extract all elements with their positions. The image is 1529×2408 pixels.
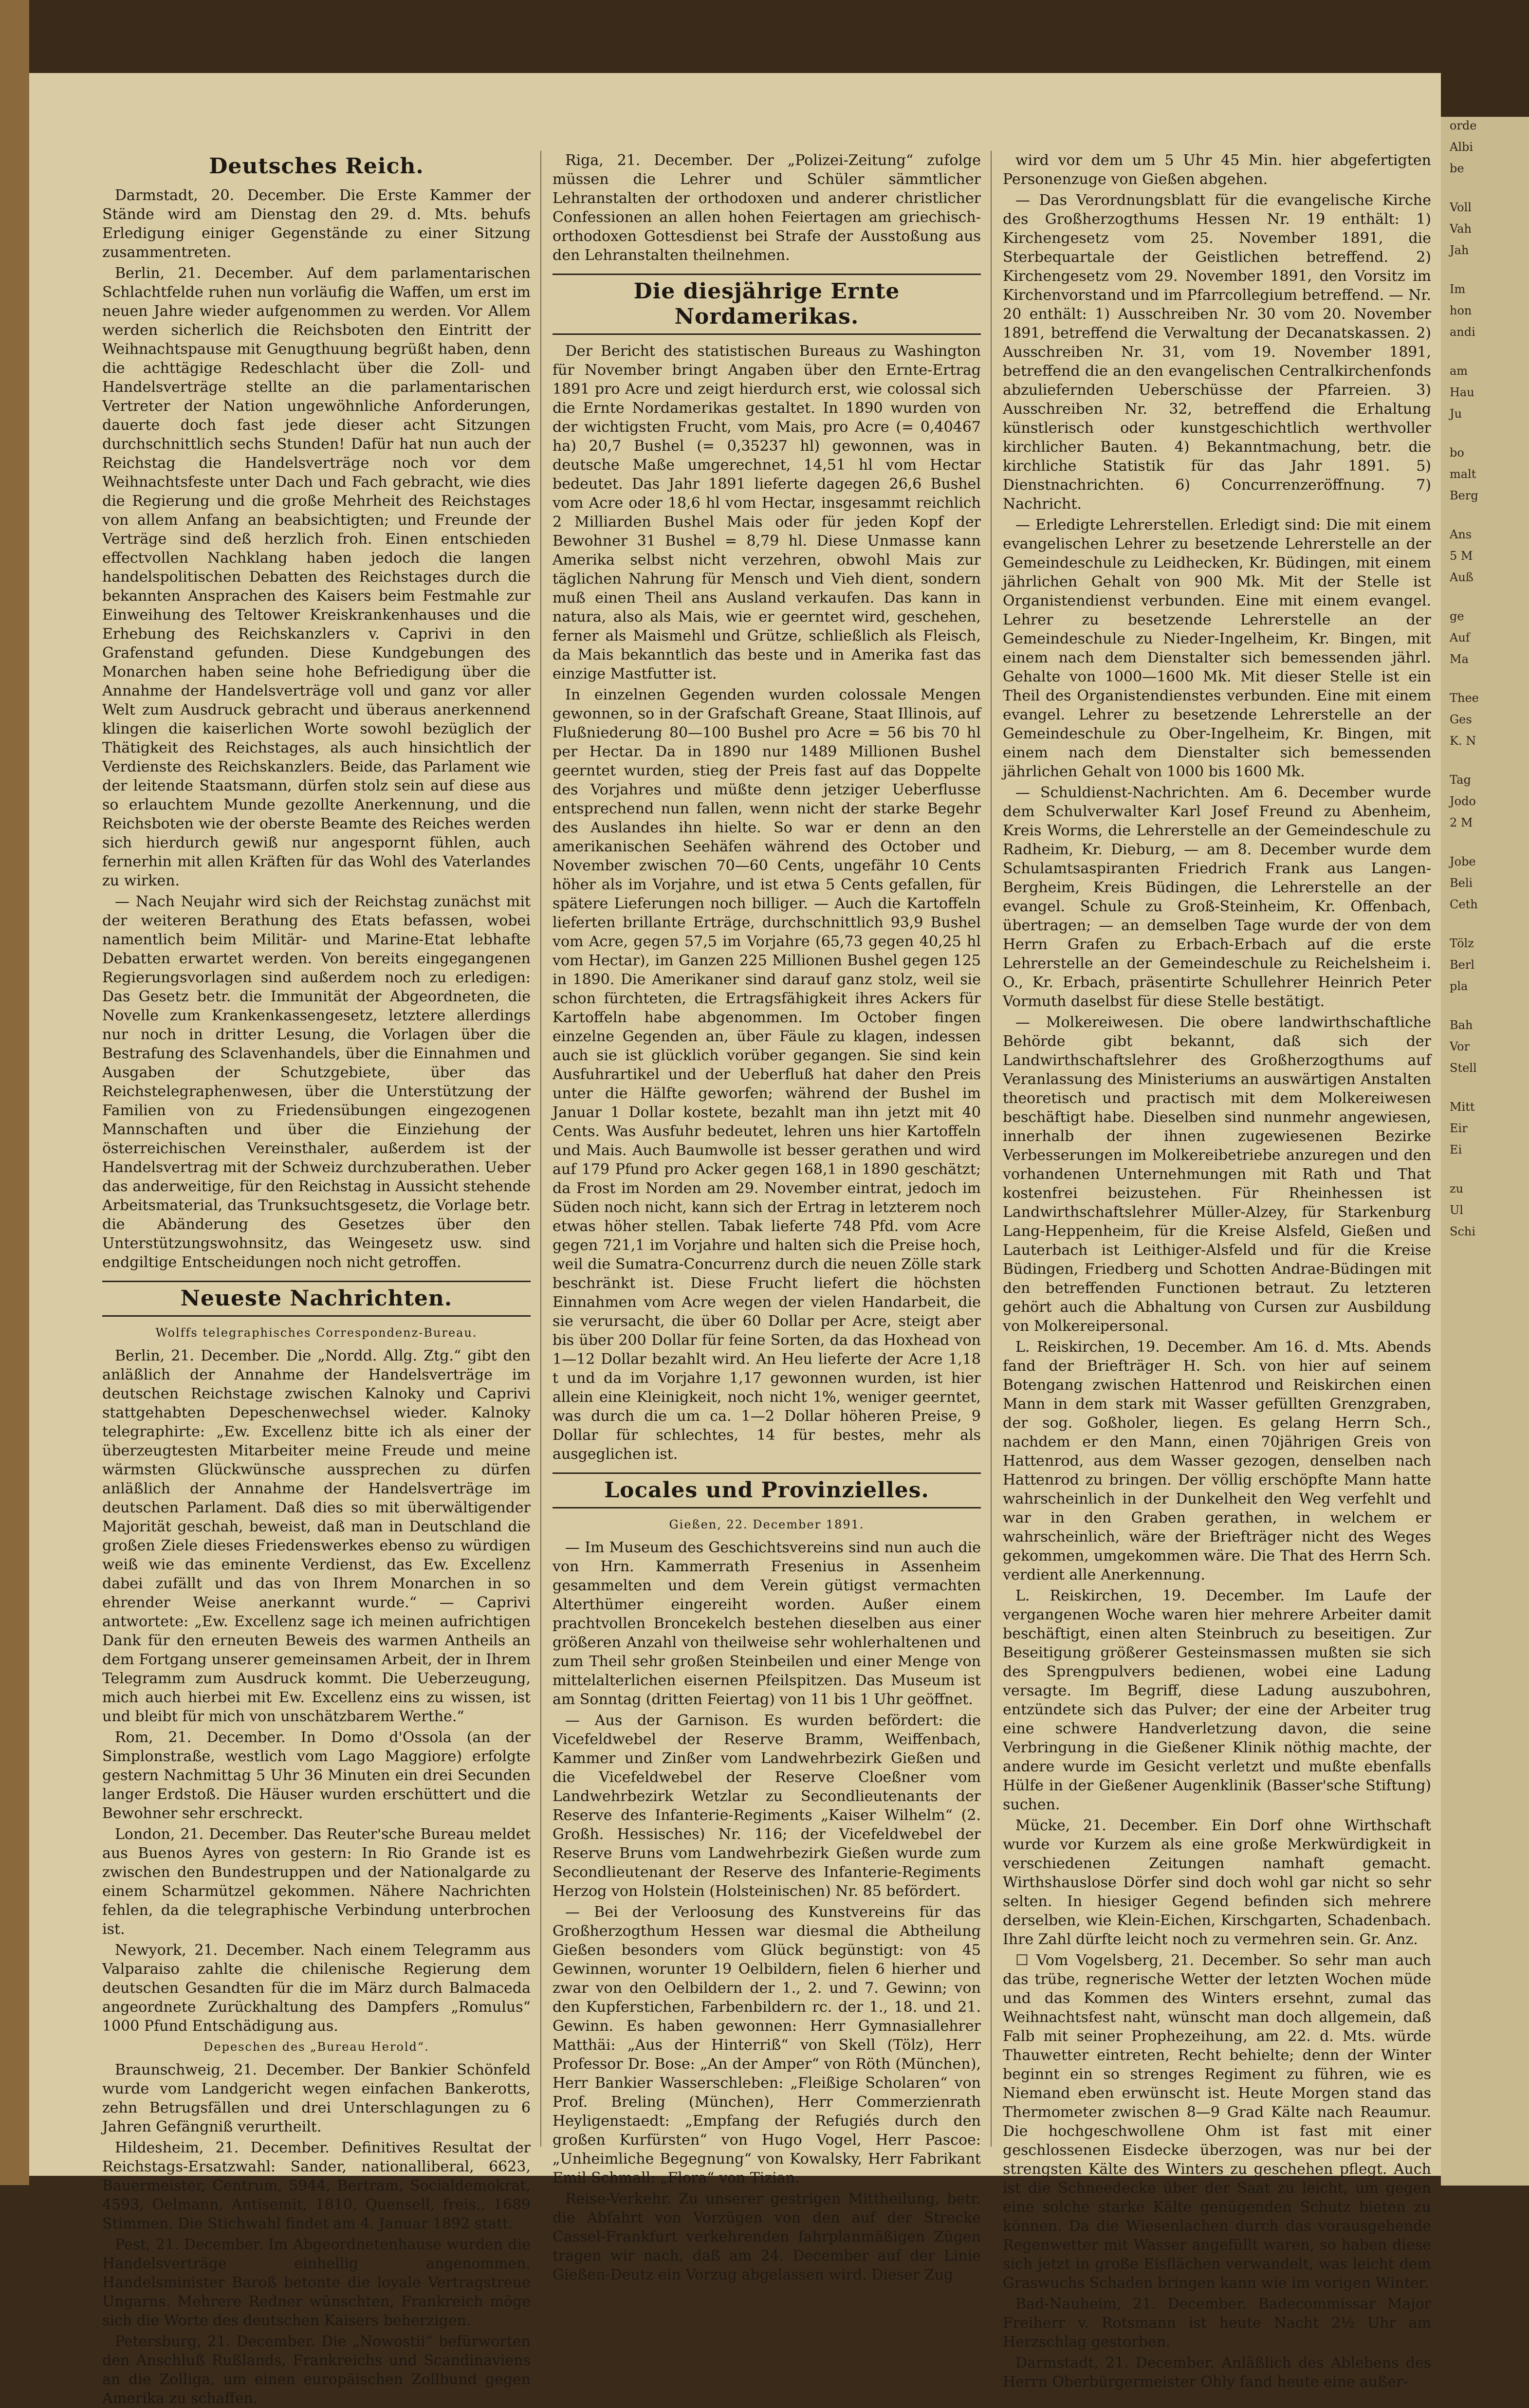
adjacent-page-fragment: Ma — [1450, 652, 1469, 666]
adjacent-page-fragment: bo — [1450, 446, 1464, 460]
adjacent-page-fragment: am — [1450, 364, 1468, 378]
adjacent-page-fragment: be — [1450, 162, 1464, 175]
article-reiseverkehr: Reise-Verkehr. Zu unserer gestrigen Mittheilung, betr. die Abfahrt von Vorzügen von den auf der Strecke Cassel-Frankfurt verkehrenden fahrplanmäßigen Zügen tragen wir nach, daß am 24. December auf der Linie Gießen-Deutz ein Vorzug abgelassen wird. Dieser Zug — [553, 2190, 981, 2283]
adjacent-page-fragment: pla — [1450, 979, 1468, 993]
adjacent-page-fragment: Bah — [1450, 1018, 1473, 1032]
column-divider — [540, 151, 541, 2147]
adjacent-page-fragment: Tag — [1450, 773, 1471, 787]
adjacent-page-fragment: 2 M — [1450, 816, 1473, 829]
article-london: London, 21. December. Das Reuter'sche Bureau meldet aus Buenos Ayres von gestern: In Rio Grande ist es zwischen den Bundestruppen und der Nationalgarde zu einem Scharmützel gekommen. Nähere Nachrichten fehlen, da die telegraphische Verbindung unterbrochen ist. — [102, 1826, 531, 1938]
article-ernte-1: Der Bericht des statistischen Bureaus zu Washington für November bringt Angaben über den Ernte-Ertrag 1891 pro Acre und zeigt hierdurch erst, wie colossal sich die Ernte Nordamerikas gestaltet. In 1890 wurden von der wichtigsten Frucht, vom Mais, pro Acre (= 0,40467 ha) 20,7 Bushel (= 0,35237 hl) gewonnen, was in deutsche Maße umgerechnet, 14,51 hl vom Hectar bedeutet. Das Jahr 1891 lieferte dagegen 26,6 Bushel vom Acre oder 18,6 hl vom Hectar, insgesammt reichlich 2 Milliarden Bushel Mais oder für jeden Kopf der Bewohner 31 Bushel = 8,79 hl. Diese Unmasse kann Amerika selbst nicht verzehren, obwohl Mais zur täglichen Nahrung für Mensch und Vieh dient, sondern muß einen Theil ans Ausland verkaufen. Das kann in natura, also als Mais, wie er geerntet wird, geschehen, ferner als Maismehl und Grütze, schließlich als Fleisch, da Mais bekanntlich das beste und in Amerika fast das einzige Mastfutter ist. — [553, 343, 981, 682]
adjacent-page-fragment: Berg — [1450, 489, 1478, 502]
adjacent-page-fragment: malt — [1450, 467, 1476, 481]
article-muecke: Mücke, 21. December. Ein Dorf ohne Wirthschaft wurde vor Kurzem als eine große Merkwürdigkeit in verschiedenen Zeitungen namhaft gemacht. Wirthshauslose Dörfer sind doch wohl gar nicht so sehr selten. In hiesiger Gegend befinden sich mehrere derselben, wie Klein-Eichen, Kirschgarten, Schadenbach. Ihre Zahl dürfte leicht noch zu vermehren sein. Gr. Anz. — [1003, 1817, 1431, 1948]
section-heading-locales: Locales und Provinzielles. — [553, 1472, 981, 1508]
article-darmstadt-2: Darmstadt, 21. December. Anläßlich des Ablebens des Herrn Oberbürgermeister Ohly fand heute eine außer- — [1003, 2354, 1431, 2390]
column-left — [102, 151, 531, 2407]
adjacent-page-fragment: Ceth — [1450, 898, 1478, 911]
section-heading-neueste-nachrichten: Neueste Nachrichten. — [102, 1281, 531, 1317]
article-darmstadt: Darmstadt, 20. December. Die Erste Kammer der Stände wird am Dienstag den 29. d. Mts. behufs Erledigung einiger Gegenstände zu einer Sitzung zusammentreten. — [102, 187, 531, 261]
article-verordnungsblatt: — Das Verordnungsblatt für die evangelische Kirche des Großherzogthums Hessen Nr. 19 enthält: 1) Kirchengesetz vom 25. November 1891, die Sterbequartale der Geistlichen betreffend. 2) Kirchengesetz vom 29. November 1891, den Vorsitz im Kirchenvorstand und im Pfarrcollegium betreffend. — Nr. 20 enthält: 1) Ausschreiben Nr. 30 vom 20. November 1891, betreffend die Verwaltung der Decanatskassen. 2) Ausschreiben Nr. 31, vom 19. November 1891, betreffend die an den evangelischen Centralkirchenfonds abzuliefernden Ueberschüsse der Pfarreien. 3) Ausschreiben Nr. 32, betreffend die Erhaltung künstlerisch oder kunstgeschichtlich werthvoller kirchlicher Bauten. 4) Bekanntmachung, betr. die kirchliche Statistik für das Jahr 1891. 5) Dienstnachrichten. 6) Concurrenzeröffnung. 7) Nachricht. — [1003, 192, 1431, 513]
article-braunschweig: Braunschweig, 21. December. Der Bankier Schönfeld wurde vom Landgericht wegen einfachen Bankerotts, zehn Betrugsfällen und drei Unterschlagungen zu 6 Jahren Gefängniß verurtheilt. — [102, 2061, 531, 2135]
adjacent-page-fragment: Jah — [1450, 243, 1469, 257]
adjacent-page-fragment: Beli — [1450, 876, 1473, 890]
dateline-giessen: Gießen, 22. December 1891. — [669, 1518, 865, 1531]
adjacent-page-fragment: orde — [1450, 119, 1477, 132]
adjacent-page-fragment: ge — [1450, 609, 1464, 623]
section-heading-ernte: Die diesjährige Ernte Nordamerikas. — [553, 274, 981, 335]
adjacent-page-fragment: Jobe — [1450, 855, 1476, 868]
article-reichstag: — Nach Neujahr wird sich der Reichstag zunächst mit der weiteren Berathung des Etats befassen, wobei namentlich beim Militär- und Marine-Etat lebhafte Debatten erwartet werden. Von bereits eingegangenen Regierungsvorlagen sind außerdem noch zu erledigen: Das Gesetz betr. die Immunität der Abgeordneten, die Novelle zum Krankenkassengesetz, letztere allerdings nur noch in dritter Lesung, die Vorlagen über die Bestrafung des Sclavenhandels, über die Einnahmen und Ausgaben der Schutzgebiete, über das Reichstelegraphenwesen, über die Unterstützung der Familien von zu Friedensübungen eingezogenen Mannschaften und über die Einziehung der österreichischen Vereinsthaler, außerdem ist der Handelsvertrag mit der Schweiz durchzuberathen. Ueber das anderweitige, für den Reichstag in Aussicht stehende Arbeitsmaterial, das Trunksuchtsgesetz, die Vorlage betr. die Abänderung des Gesetzes über den Unterstützungswohnsitz, das Weingesetz usw. sind endgiltige Entscheidungen noch nicht getroffen. — [102, 893, 531, 1271]
article-museum: — Im Museum des Geschichtsvereins sind nun auch die von Hrn. Kammerrath Fresenius in Assenheim gesammelten und dem Verein gütigst vermachten Alterthümer eingereiht worden. Außer einem prachtvollen Broncekelch bestehen dieselben aus einer größeren Anzahl von theilweise sehr wohlerhaltenen und zum Theil sehr großen Steinbeilen und einer Menge von mittelalterlichen eisernen Pfeilspitzen. Das Museum ist am Sonntag (dritten Feiertag) von 11 bis 1 Uhr geöffnet. — [553, 1539, 981, 1708]
adjacent-page-fragment: Ju — [1450, 407, 1462, 421]
article-berlin-depeschen: Berlin, 21. December. Die „Nordd. Allg. Ztg.“ gibt den anläßlich der Annahme der Handelsverträge im deutschen Reichstage zwischen Kalnoky und Caprivi stattgehabten Depeschenwechsel wieder. Kalnoky telegraphirte: „Ew. Excellenz bitte ich als einer der überzeugtesten Mitarbeiter meine Freude und meine wärmsten Glückwünsche aussprechen zu dürfen anläßlich der Annahme der Handelsverträge im deutschen Parlament. Daß dies so mit überwältigender Majorität geschah, beweist, daß man in Deutschland die großen Ziele dieses Friedenswerkes ebenso zu würdigen weiß wie das eminente Verdienst, das Ew. Excellenz dabei zufällt und das von Ihrem Monarchen in so ehrender Weise anerkannt wurde.“ — Caprivi antwortete: „Ew. Excellenz sage ich meinen aufrichtigen Dank für den erneuten Beweis des warmen Antheils an dem Fortgang unserer gemeinsamen Arbeit, der in Ihrem Telegramm zum Ausdruck kommt. Die Ueberzeugung, mich auch hierbei mit Ew. Excellenz eins zu wissen, ist und bleibt für mich von unschätzbarem Werthe.“ — [102, 1347, 531, 1725]
adjacent-page-fragment: andi — [1450, 325, 1475, 339]
adjacent-page-fragment: Tölz — [1450, 937, 1474, 950]
adjacent-page-fragment: Vor — [1450, 1040, 1470, 1053]
book-binding-edge — [0, 0, 29, 2185]
article-riga: Riga, 21. December. Der „Polizei-Zeitung“ zufolge müssen die Lehrer und Schüler sämmtlicher Lehranstalten der orthodoxen und anderer christlicher Confessionen an allen hohen Feiertagen am griechisch-orthodoxen Gottesdienst bei Strafe der Ausstoßung aus den Lehranstalten theilnehmen. — [553, 152, 981, 264]
adjacent-page-fragment: Ei — [1450, 1143, 1462, 1157]
article-molkereiwesen: — Molkereiwesen. Die obere landwirthschaftliche Behörde gibt bekannt, daß sich der Landwirthschaftslehrer des Großherzogthums auf Veranlassung des Ministeriums an auswärtigen Anstalten theoretisch und practisch mit dem Molkereiwesen beschäftigt habe. Dieselben sind nunmehr angewiesen, innerhalb der ihnen zugewiesenen Bezirke Verbesserungen im Molkereibetriebe anzuregen und den vorhandenen Unternehmungen mit Rath und That kostenfrei beizustehen. Für Rheinhessen ist Landwirthschaftslehrer Müller-Alzey, für Starkenburg Lang-Heppenheim, für die Kreise Alsfeld, Gießen und Lauterbach ist Leithiger-Alsfeld und für die Kreise Büdingen, Friedberg und Schotten Andrae-Büdingen mit den betreffenden Functionen betraut. Zu letzteren gehört auch die Abhaltung von Cursen zur Ausbildung von Molkereipersonal. — [1003, 1014, 1431, 1335]
article-pest: Pest, 21. December. Im Abgeordnetenhause wurden die Handelsverträge einhellig angenommen. Handelsminister Baroß betonte die loyale Vertragstreue Ungarns. Mehrere Redner wünschten, Frankreich möge sich die Worte des deutschen Kaisers beherzigen. — [102, 2236, 531, 2329]
adjacent-page-fragment: Eir — [1450, 1121, 1468, 1135]
article-newyork: Newyork, 21. December. Nach einem Telegramm aus Valparaiso zahlte die chilenische Regierung dem deutschen Gesandten für die im März durch Balmaceda angeordnete Zurückhaltung des Dampfers „Romulus“ 1000 Pfund Entschädigung aus. — [102, 1942, 531, 2035]
article-reiskirchen-1: L. Reiskirchen, 19. December. Am 16. d. Mts. Abends fand der Briefträger H. Sch. von hier auf seinem Botengang zwischen Hattenrod und Reiskirchen einen Mann in dem stark mit Wasser gefüllten Grenzgraben, der sog. Goßholer, liegen. Es gelang Herrn Sch., nachdem er den Mann, einen 70jährigen Greis von Hattenrod, aus dem Wasser gezogen, denselben nach Hattenrod zu bringen. Der völlig erschöpfte Mann hatte wahrscheinlich in der Dunkelheit den Weg verfehlt und war in den Graben gerathen, in welchem er wahrscheinlich, wäre der Briefträger nicht des Weges gekommen, umgekommen wäre. Die That des Herrn Sch. verdient alle Anerkennung. — [1003, 1339, 1431, 1583]
newspaper-page — [29, 73, 1441, 2407]
article-berlin: Berlin, 21. December. Auf dem parlamentarischen Schlachtfelde ruhen nun vorläufig die Waffen, um erst im neuen Jahre wieder aufgenommen zu werden. Vor Allem werden sicherlich die Reichsboten den Eintritt der Weihnachtspause mit Genugthuung begrüßt haben, denn die achttägige Redeschlacht über die Zoll- und Handelsverträge stellte an die parlamentarischen Vertreter der Nation ungewöhnliche Anforderungen, dauerte doch fast jede dieser acht Sitzungen durchschnittlich sechs Stunden! Dafür hat nun auch der Reichstag die Handelsverträge noch vor dem Weihnachtsfeste unter Dach und Fach gebracht, wie dies die Regierung und die große Mehrheit des Reichstages von allem Anfang an beabsichtigten; und Freunde der Verträge sind deß herzlich froh. Einen entschieden effectvollen Nachklang haben jedoch die langen handelspolitischen Debatten des Reichstages durch die bekannten Ansprachen des Kaisers beim Festmahle zur Einweihung des Teltower Kreiskrankenhauses und die Erhebung des Reichskanzlers v. Caprivi in den Grafenstand gefunden. Diese Kundgebungen des Monarchen haben seine hohe Befriedigung über die Annahme der Handelsverträge voll und ganz vor aller Welt zum Ausdruck gebracht und überaus anerkennend klingen die kaiserlichen Worte sowohl bezüglich der Thätigkeit des Reichstages, als auch hinsichtlich der Verdienste des Reichskanzlers. Beide, das Parlament wie der leitende Staatsmann, dürfen stolz sein auf diese aus so erlauchtem Munde gezollte Anerkennung, und die Reichsboten wie der oberste Beamte des Reiches werden sich hierdurch gewiß nur angespornt fühlen, auch fernerhin mit allen Kräften für das Wohl des Vaterlandes zu wirken. — [102, 265, 531, 889]
adjacent-page-fragment: K. N — [1450, 734, 1476, 748]
article-schuldienst: — Schuldienst-Nachrichten. Am 6. December wurde dem Schulverwalter Karl Josef Freund zu Abenheim, Kreis Worms, die Lehrerstelle an der Gemeindeschule zu Radheim, Kr. Dieburg, — am 8. December wurde dem Schulamtsaspiranten Friedrich Frank aus Langen-Bergheim, Kreis Büdingen, die Lehrerstelle an der evangel. Schule zu Groß-Steinheim, Kr. Offenbach, übertragen; — an demselben Tage wurde der von dem Herrn Grafen zu Erbach-Erbach auf die erste Lehrerstelle an der Gemeindeschule zu Reichelsheim i. O., Kr. Erbach, präsentirte Schullehrer Heinrich Peter Vormuth daselbst für diese Stelle bestätigt. — [1003, 784, 1431, 1010]
adjacent-page-fragment: hon — [1450, 304, 1472, 317]
adjacent-page-fragment: Albi — [1450, 140, 1474, 154]
adjacent-page-fragment: Stell — [1450, 1061, 1477, 1075]
article-lehrerstellen: — Erledigte Lehrerstellen. Erledigt sind: Die mit einem evangelischen Lehrer zu besetzende Lehrerstelle an der Gemeindeschule zu Leidhecken, Kr. Büdingen, mit einem jährlichen Gehalt von 900 Mk. Mit der Stelle ist Organistendienst verbunden. Eine mit einem evangel. Lehrer zu besetzende Lehrerstelle an der Gemeindeschule zu Nieder-Ingelheim, Kr. Bingen, mit einem nach dem Dienstalter sich bemessenden jährl. Gehalte von 1000—1600 Mk. Mit dieser Stelle ist ein Theil des Organistendienstes verbunden. Eine mit einem evangel. Lehrer zu besetzende Lehrerstelle an der Gemeindeschule zu Ober-Ingelheim, Kr. Bingen, mit einem nach dem Dienstalter sich bemessenden jährlichen Gehalt von 1000 bis 1600 Mk. — [1003, 516, 1431, 780]
adjacent-page-fragment: zu — [1450, 1182, 1464, 1195]
column-right — [1003, 151, 1431, 2390]
adjacent-page-fragment: Voll — [1450, 201, 1472, 214]
adjacent-page-fragment: Auf — [1450, 631, 1470, 644]
adjacent-page-fragment: Auß — [1450, 570, 1474, 584]
adjacent-page-fragment: Ul — [1450, 1203, 1463, 1217]
adjacent-page-fragment: Schi — [1450, 1225, 1476, 1238]
article-ernte-2: In einzelnen Gegenden wurden colossale Mengen gewonnen, so in der Grafschaft Greane, Staat Illinois, auf Flußniederung 80—100 Bushel pro Acre = 56 bis 70 hl per Hectar. Da in 1890 nur 1489 Millionen Bushel geerntet wurden, stieg der Preis fast auf das Doppelte des Vorjahres und müßte denn jetziger Ueberflusse entsprechend nun fallen, wenn nicht der starke Begehr des Auslandes ihn hielte. So war er denn an den amerikanischen Seehäfen während des October und November zwischen 70—60 Cents, ungefähr 10 Cents höher als im Vorjahre, und ist etwa 5 Cents gefallen, für spätere Lieferungen noch billiger. — Auch die Kartoffeln lieferten brillante Erträge, durchschnittlich 93,9 Bushel vom Acre, gegen 57,5 im Vorjahre (65,73 gegen 40,25 hl vom Hectar), im Ganzen 225 Millionen Bushel gegen 125 in 1890. Die Amerikaner sind darauf ganz stolz, weil sie schon fürchteten, die Ertragsfähigkeit ihres Ackers für Kartoffeln habe abgenommen. Im October fingen einzelne Gegenden an, über Fäule zu klagen, indessen auch sie ist glücklich vorüber gegangen. Sie sind kein Ausfuhrartikel und der Ueberfluß hat daher den Preis unter die Hälfte geworfen; während der Bushel im Januar 1 Dollar kostete, bezahlt man ihn jetzt mit 40 Cents. Was Ausfuhr bedeutet, lehren uns hier Kartoffeln und Mais. Auch Baumwolle ist besser gerathen und wird auf 179 Pfund pro Acker gegen 168,1 in 1890 geschätzt; da Frost im Norden am 29. November eintrat, jedoch im Süden noch nicht, kann sich der Ertrag in letzterem noch etwas höher stellen. Tabak lieferte 748 Pfd. vom Acre gegen 721,1 im Vorjahre und halten sich die Preise hoch, weil die Sumatra-Concurrenz durch die neuen Zölle stark beschränkt ist. Diese Frucht liefert die höchsten Einnahmen vom Acre wegen der vielen Handarbeit, die sie verursacht, die über 60 Dollar per Acre, steigt aber bis über 200 Dollar für feine Sorten, da das Hoxhead von 1—12 Dollar bezahlt wird. An Heu lieferte der Acre 1,18 t und da im Vorjahre 1,17 gewonnen wurden, ist hier allein eine Kleinigkeit, noch nicht 1%, weniger geerntet, was durch die um ca. 1—2 Dollar höheren Preise, 9 Dollar für schlechtes, 14 für bestes, mehr als ausgeglichen ist. — [553, 686, 981, 1463]
wire-service-label: Wolffs telegraphisches Correspondenz-Bureau. — [155, 1326, 478, 1340]
adjacent-page-fragment: Ans — [1450, 528, 1472, 541]
article-hildesheim: Hildesheim, 21. December. Definitives Resultat der Reichstags-Ersatzwahl: Sander, nationalliberal, 6623, Bauermeister, Centrum, 5944, Bertram, Socialdemokrat, 4593, Oelmann, Antisemit, 1810, Quensell, freis., 1689 Stimmen. Die Stichwahl findet am 4. Januar 1892 statt. — [102, 2139, 531, 2232]
adjacent-page-fragment: Mitt — [1450, 1100, 1475, 1114]
adjacent-page-fragment: Hau — [1450, 386, 1474, 399]
adjacent-page-fragment: 5 M — [1450, 549, 1473, 563]
adjacent-page-fragment: Thee — [1450, 691, 1479, 705]
adjacent-page-fragment: Ges — [1450, 713, 1472, 726]
article-reiskirchen-2: L. Reiskirchen, 19. December. Im Laufe der vergangenen Woche waren hier mehrere Arbeiter damit beschäftigt, einen alten Steinbruch zu beseitigen. Zur Beseitigung größerer Gesteinsmassen mußten sie sich des Sprengpulvers bedienen, wobei eine Ladung versagte. Im Begriff, diese Ladung auszubohren, entzündete sich das Pulver; der eine der Arbeiter trug eine schwere Handverletzung davon, die seine Verbringung in die Gießener Klinik nöthig machte, der andere wurde im Gesicht verletzt und mußte ebenfalls Hülfe in der Gießener Augenklinik (Basser'sche Stiftung) suchen. — [1003, 1587, 1431, 1813]
adjacent-page-strip — [1441, 117, 1529, 2186]
article-kunstverein: — Bei der Verloosung des Kunstvereins für das Großherzogthum Hessen war diesmal die Abtheilung Gießen besonders vom Glück begünstigt: von 45 Gewinnen, worunter 19 Oelbildern, fielen 6 hierher und zwar von den Oelbildern der 1., 2. und 7. Gewinn; von den Kupferstichen, Farbenbildern rc. der 1., 18. und 21. Gewinn. Es haben gewonnen: Herr Gymnasiallehrer Matthäi: „Aus der Hinterriß“ von Skell (Tölz), Herr Professor Dr. Bose: „An der Amper“ von Röth (München), Herr Bankier Wasserschleben: „Fleißige Scholaren“ von Prof. Breling (München), Herr Commerzienrath Heyligenstaedt: „Empfang der Refugiés durch den großen Kurfürsten“ von Hugo Vogel, Herr Pascoe: „Unheimliche Begegnung“ von Kowalsky, Herr Fabrikant Emil Schmall: „Flora“ von Tizian. — [553, 1904, 981, 2187]
article-vogelsberg: ☐ Vom Vogelsberg, 21. December. So sehr man auch das trübe, regnerische Wetter der letzten Wochen müde und das Kommen des Winters ersehnt, zumal das Weihnachtsfest naht, wünscht man doch allgemein, daß Falb mit seiner Prophezeihung, am 22. d. Mts. würde Thauwetter eintreten, Recht behielte; denn der Winter beginnt ein so strenges Regiment zu führen, wie es Niemand eben erwünscht ist. Heute Morgen stand das Thermometer zwischen 8—9 Grad Kälte nach Reaumur. Die hochgeschwollene Ohm ist fast mit einer geschlossenen Eisdecke überzogen, was nur bei der strengsten Kälte des Winters zu geschehen pflegt. Auch ist die Schneedecke über der Saat zu leicht, um gegen eine solche starke Kälte genügenden Schutz bieten zu können. Da die Wiesenlachen durch das vorausgehende Regenwetter mit Wasser angefüllt waren, so haben diese sich jetzt in große Eisflächen verwandelt, was leicht dem Graswuchs Schaden bringen kann wie im vorigen Winter. — [1003, 1952, 1431, 2292]
article-bad-nauheim: Bad-Nauheim, 21. December. Badecommissar Major Freiherr v. Rotsmann ist heute Nacht 2½ Uhr am Herzschlag gestorben. — [1003, 2296, 1431, 2351]
section-heading-deutsches-reich: Deutsches Reich. — [209, 154, 424, 179]
article-garnison: — Aus der Garnison. Es wurden befördert: die Vicefeldwebel der Reserve Bramm, Weiffenbach, Kammer und Zinßer vom Landwehrbezirk Gießen und die Vicefeldwebel der Reserve Cloeßner vom Landwehrbezirk Wetzlar zu Secondlieutenants der Reserve des Infanterie-Regiments „Kaiser Wilhelm“ (2. Großh. Hessisches) Nr. 116; der Vicefeldwebel der Reserve Bruns vom Landwehrbezirk Gießen wurde zum Secondlieutenant der Reserve des Infanterie-Regiments Herzog von Holstein (Holsteinischen) Nr. 85 befördert. — [553, 1712, 981, 1900]
column-divider — [991, 151, 992, 2147]
article-rom: Rom, 21. December. In Domo d'Ossola (an der Simplonstraße, westlich vom Lago Maggiore) erfolgte gestern Nachmittag 5 Uhr 36 Minuten ein drei Secunden langer Erdstoß. Die Häuser wurden erschüttert und die Bewohner sehr erschreckt. — [102, 1729, 531, 1822]
article-reiseverkehr-cont: wird vor dem um 5 Uhr 45 Min. hier abgefertigten Personenzuge von Gießen abgehen. — [1003, 152, 1431, 188]
article-petersburg: Petersburg, 21. December. Die „Nowostii“ befürworten den Anschluß Rußlands, Frankreichs und Scandinaviens an die Zolliga, um einen europäischen Zollbund gegen Amerika zu schaffen. — [102, 2333, 531, 2407]
adjacent-page-fragment: Berl — [1450, 958, 1474, 972]
wire-service-label-herold: Depeschen des „Bureau Herold“. — [203, 2040, 429, 2054]
adjacent-page-fragment: Im — [1450, 282, 1466, 296]
column-middle — [553, 151, 981, 2283]
adjacent-page-fragment: Vah — [1450, 222, 1472, 236]
adjacent-page-fragment: Jodo — [1450, 794, 1476, 808]
